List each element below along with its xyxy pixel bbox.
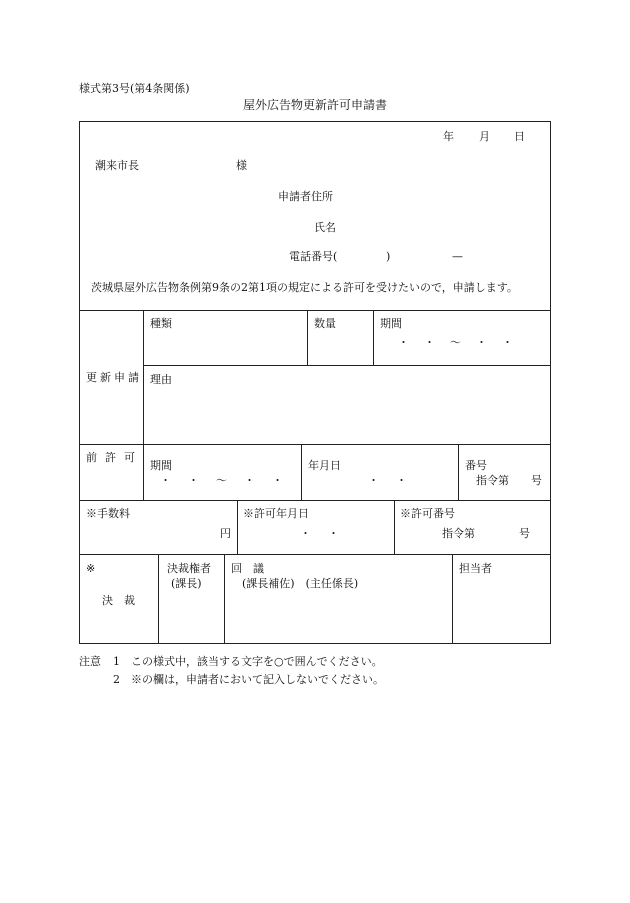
column-divider bbox=[373, 310, 374, 365]
column-divider bbox=[158, 554, 159, 644]
note-item: 2 ※の欄は，申請者において記入しないでください。 bbox=[113, 673, 384, 686]
authority-label: 決裁権者 bbox=[167, 562, 211, 575]
decision-label: 決 裁 bbox=[102, 594, 135, 607]
staff-label: 担当者 bbox=[459, 562, 492, 575]
phone-label: 電話番号( bbox=[289, 250, 338, 263]
previous-period-dots: ・ ・ 〜 ・ ・ bbox=[160, 474, 286, 487]
application-form-table bbox=[79, 121, 551, 644]
form-number: 様式第3号(第4条関係) bbox=[79, 82, 190, 95]
previous-number-value: 指令第 号 bbox=[476, 474, 542, 487]
column-divider bbox=[237, 500, 238, 554]
renewal-period-label: 期間 bbox=[380, 317, 402, 330]
year-label: 年 bbox=[443, 130, 454, 143]
column-divider bbox=[224, 554, 225, 644]
column-divider bbox=[307, 310, 308, 365]
fee-unit: 円 bbox=[220, 527, 231, 540]
column-divider bbox=[143, 444, 144, 500]
previous-period-label: 期間 bbox=[150, 459, 172, 472]
applicant-name-label: 氏名 bbox=[314, 221, 336, 234]
quantity-label: 数量 bbox=[314, 317, 336, 330]
approval-mark: ※ bbox=[86, 562, 96, 575]
row-divider bbox=[80, 310, 551, 311]
circulation-label: 回 議 bbox=[231, 562, 264, 575]
phone-dash: — bbox=[452, 250, 463, 263]
permit-date-dots: ・ ・ bbox=[300, 527, 342, 540]
note-item: 1 この様式中，該当する文字を○で囲んでください。 bbox=[113, 655, 383, 668]
row-divider bbox=[80, 554, 551, 555]
row-divider bbox=[80, 500, 551, 501]
month-label: 月 bbox=[479, 130, 490, 143]
applicant-address-label: 申請者住所 bbox=[278, 190, 333, 203]
authority-sub: (課長) bbox=[171, 577, 202, 590]
column-divider bbox=[143, 310, 144, 444]
previous-date-label: 年月日 bbox=[308, 459, 341, 472]
addressee: 潮来市長 bbox=[95, 159, 139, 172]
renewal-section-label: 更新申請 bbox=[86, 371, 142, 384]
column-divider bbox=[452, 554, 453, 644]
honorific: 様 bbox=[236, 159, 247, 172]
phone-close: ) bbox=[386, 250, 391, 263]
notes-label: 注意 bbox=[79, 655, 101, 668]
permit-date-label: ※許可年月日 bbox=[243, 507, 309, 520]
row-divider bbox=[144, 365, 551, 366]
day-label: 日 bbox=[514, 130, 525, 143]
document-title: 屋外広告物更新許可申請書 bbox=[242, 98, 387, 112]
column-divider bbox=[394, 500, 395, 554]
row-divider bbox=[80, 444, 551, 445]
renewal-period-dots: ・ ・ 〜 ・ ・ bbox=[398, 336, 515, 349]
application-statement: 茨城県屋外広告物条例第9条の2第1項の規定による許可を受けたいので，申請します。 bbox=[91, 281, 518, 294]
type-label: 種類 bbox=[150, 317, 172, 330]
circulation-sub: (課長補佐) (主任係長) bbox=[242, 577, 359, 590]
permit-number-value: 指令第 号 bbox=[442, 527, 530, 540]
previous-date-dots: ・ ・ bbox=[368, 474, 410, 487]
permit-number-label: ※許可番号 bbox=[400, 507, 455, 520]
fee-label: ※手数料 bbox=[86, 507, 130, 520]
previous-number-label: 番号 bbox=[465, 459, 487, 472]
column-divider bbox=[458, 444, 459, 500]
reason-label: 理由 bbox=[150, 373, 172, 386]
column-divider bbox=[301, 444, 302, 500]
previous-permit-label: 前許可 bbox=[86, 451, 143, 464]
